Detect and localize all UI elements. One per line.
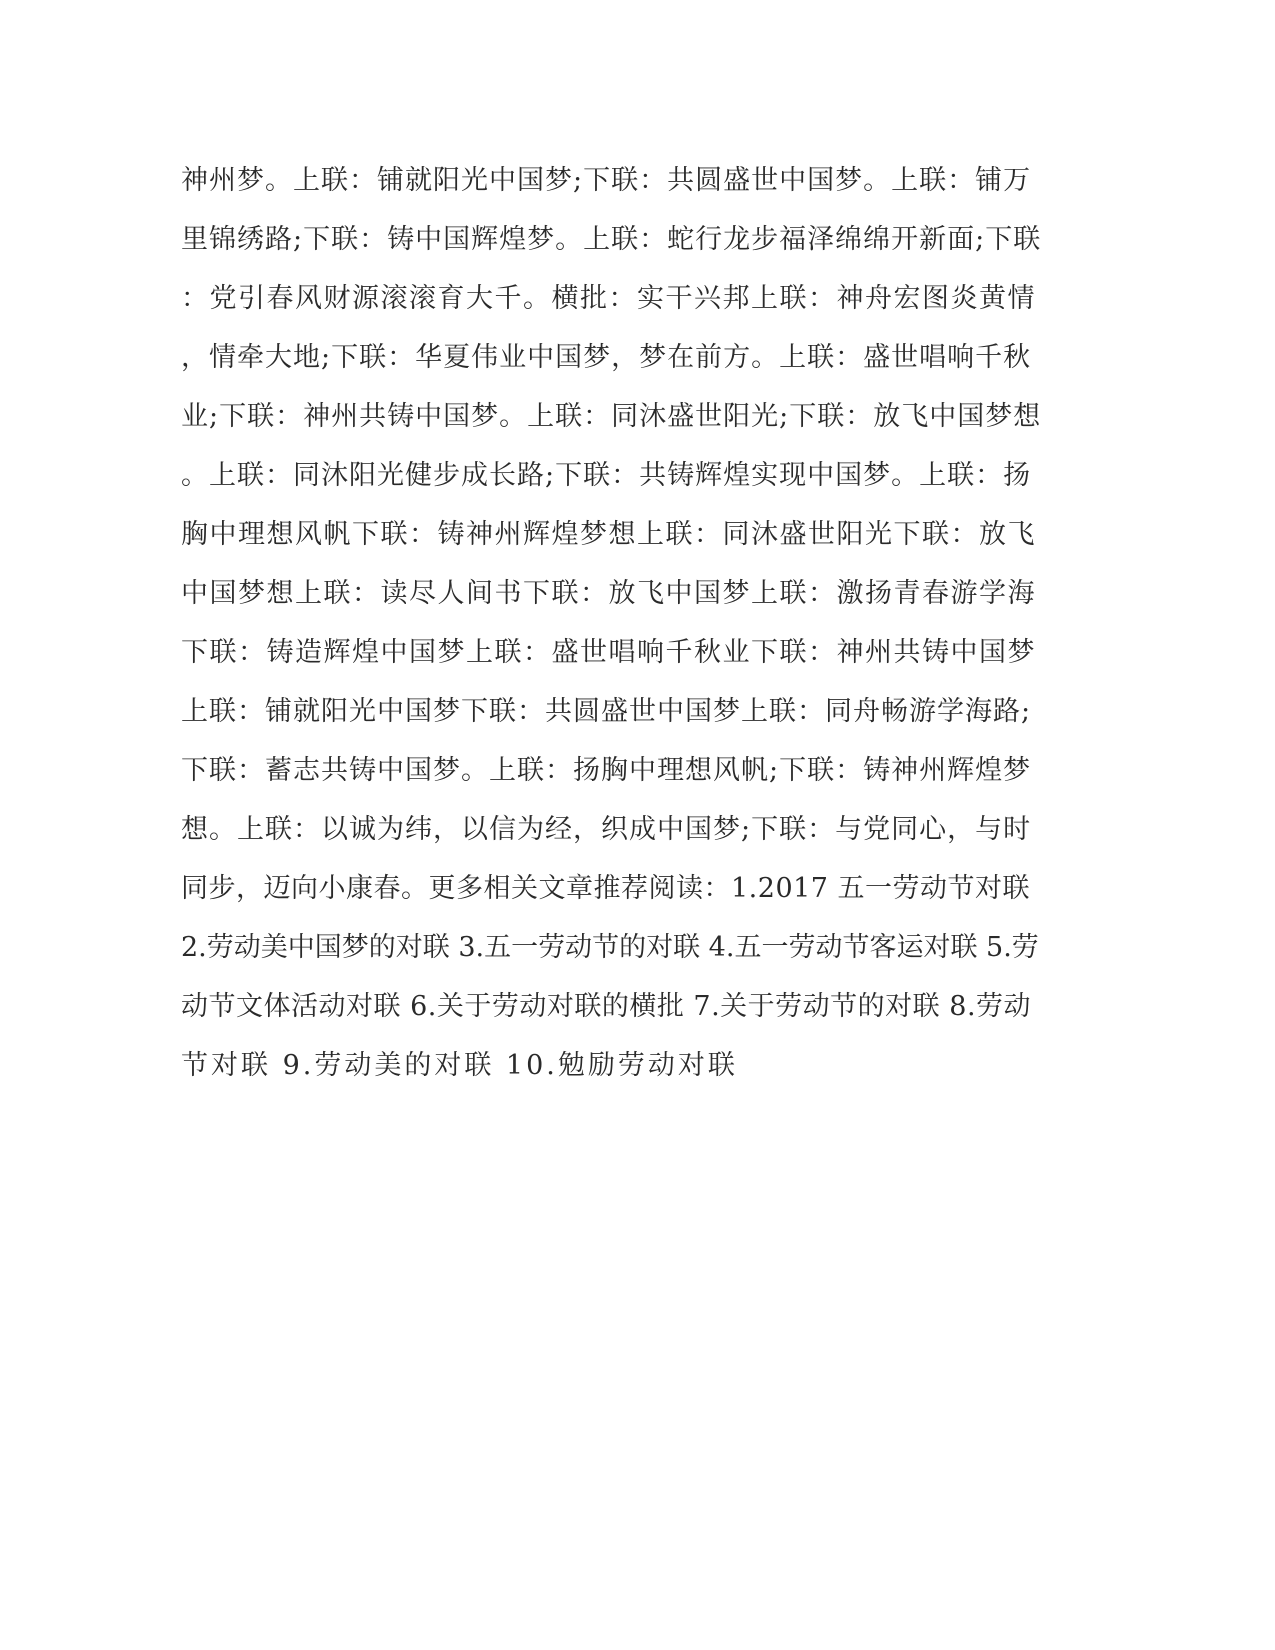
- text-line: 2.劳动美中国梦的对联 3.五一劳动节的对联 4.五一劳动节客运对联 5.劳: [181, 932, 1039, 963]
- text-line: 节对联 9.劳动美的对联 10.勉励劳动对联: [181, 1050, 738, 1081]
- text-line: 下联：铸造辉煌中国梦上联：盛世唱响千秋业下联：神州共铸中国梦: [181, 637, 1036, 668]
- text-line: 。上联：同沐阳光健步成长路;下联：共铸辉煌实现中国梦。上联：扬: [181, 460, 1032, 491]
- text-line: 想。上联：以诚为纬，以信为经，织成中国梦;下联：与党同心，与时: [181, 814, 1032, 845]
- body-text: [181, 158, 1041, 1102]
- text-line: 里锦绣路;下联：铸中国辉煌梦。上联：蛇行龙步福泽绵绵开新面;下联: [181, 224, 1042, 255]
- text-line: ：党引春风财源滚滚育大千。横批：实干兴邦上联：神舟宏图炎黄情: [181, 283, 1036, 314]
- text-line: 动节文体活动对联 6.关于劳动对联的横批 7.关于劳动节的对联 8.劳动: [181, 991, 1032, 1022]
- text-line: 同步，迈向小康春。更多相关文章推荐阅读：1.2017 五一劳动节对联: [181, 873, 1031, 904]
- text-line: 上联：铺就阳光中国梦下联：共圆盛世中国梦上联：同舟畅游学海路;: [181, 696, 1032, 727]
- text-line: 业;下联：神州共铸中国梦。上联：同沐盛世阳光;下联：放飞中国梦想: [181, 401, 1042, 432]
- text-line: 神州梦。上联：铺就阳光中国梦;下联：共圆盛世中国梦。上联：铺万: [181, 165, 1032, 196]
- text-line: 胸中理想风帆下联：铸神州辉煌梦想上联：同沐盛世阳光下联：放飞: [181, 519, 1036, 550]
- text-line: ，情牵大地;下联：华夏伟业中国梦，梦在前方。上联：盛世唱响千秋: [181, 342, 1032, 373]
- text-line: 下联：蓄志共铸中国梦。上联：扬胸中理想风帆;下联：铸神州辉煌梦: [181, 755, 1032, 786]
- text-line: 中国梦想上联：读尽人间书下联：放飞中国梦上联：激扬青春游学海: [181, 578, 1036, 609]
